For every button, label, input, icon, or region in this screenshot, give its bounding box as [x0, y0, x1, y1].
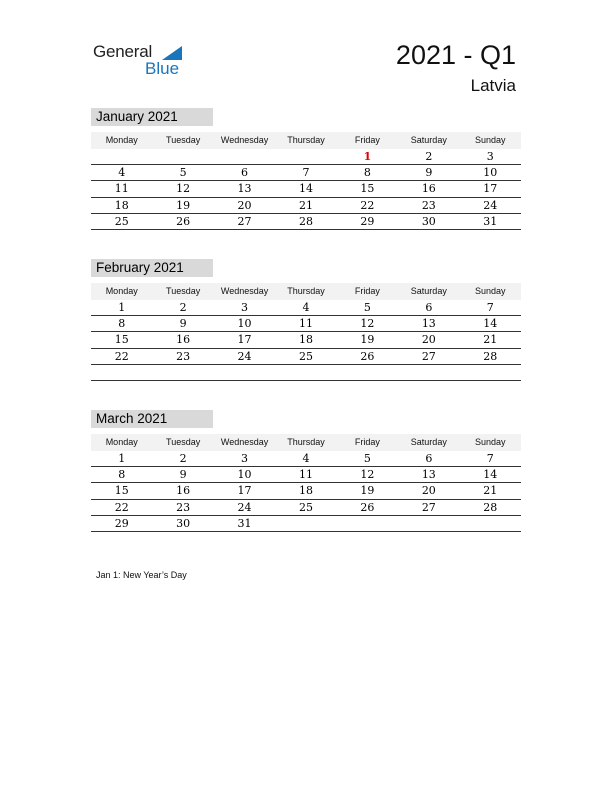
weekday-label: Thursday [287, 437, 325, 447]
day-cell: 20 [421, 333, 436, 347]
logo-text-general: General [93, 42, 153, 61]
week-row [91, 365, 521, 381]
weekday-label: Friday [354, 437, 380, 447]
day-cell: 1 [118, 301, 126, 314]
day-cell: 3 [486, 150, 494, 163]
day-cell: 26 [360, 500, 375, 514]
day-cell: 19 [360, 484, 375, 498]
empty-day-cell [275, 365, 336, 380]
day-cell: 5 [179, 166, 187, 180]
empty-day-cell [275, 149, 336, 164]
week-row [91, 332, 521, 348]
day-cell: 4 [302, 452, 310, 465]
day-cell: 7 [302, 166, 310, 180]
weekday-label: Friday [354, 135, 380, 145]
week-row [91, 483, 521, 499]
weekday-label: Wednesday [220, 135, 269, 145]
week-row [91, 500, 521, 516]
day-cell: 2 [179, 301, 187, 314]
empty-day-cell [460, 365, 521, 380]
day-cell: 13 [421, 317, 436, 331]
empty-day-cell [214, 149, 275, 164]
day-cell: 21 [483, 333, 498, 347]
country-label: Latvia [470, 76, 516, 95]
day-cell: 14 [298, 182, 313, 196]
weekday-label: Tuesday [166, 135, 201, 145]
month-title: March 2021 [91, 410, 213, 428]
empty-day-cell [460, 516, 521, 531]
weekday-label: Sunday [474, 437, 506, 447]
day-cell: 23 [176, 500, 191, 514]
day-cell: 13 [237, 182, 252, 196]
weekday-label: Wednesday [220, 286, 269, 296]
empty-day-cell [152, 149, 213, 164]
day-cell: 11 [298, 468, 313, 482]
day-cell: 21 [298, 198, 313, 212]
empty-day-cell [91, 149, 152, 164]
day-cell: 25 [114, 214, 129, 228]
week-row [91, 149, 521, 165]
page-title: 2021 - Q1 [395, 40, 516, 70]
day-cell: 28 [298, 214, 313, 228]
day-cell: 14 [483, 468, 498, 482]
day-cell: 25 [298, 500, 313, 514]
day-cell: 16 [176, 484, 191, 498]
day-cell: 31 [483, 214, 498, 228]
weekday-label: Monday [105, 286, 138, 296]
day-cell: 18 [298, 333, 313, 347]
weekday-label: Thursday [287, 135, 325, 145]
day-cell: 16 [176, 333, 191, 347]
day-cell: 24 [237, 349, 252, 363]
day-cell: 11 [298, 317, 313, 331]
day-cell: 11 [114, 182, 129, 196]
day-cell: 22 [114, 349, 129, 363]
day-cell: 12 [176, 182, 191, 196]
logo-triangle-icon [162, 46, 182, 60]
day-cell: 4 [118, 166, 126, 180]
day-cell: 10 [237, 317, 252, 331]
day-cell: 19 [176, 198, 191, 212]
week-row [91, 516, 521, 532]
weekday-header-row [91, 434, 521, 451]
day-cell: 5 [363, 452, 371, 465]
day-cell: 10 [237, 468, 252, 482]
weekday-label: Friday [354, 286, 380, 296]
day-cell: 15 [114, 484, 129, 498]
week-row [91, 316, 521, 332]
day-cell: 27 [421, 349, 436, 363]
general-blue-logo [93, 42, 193, 78]
logo-text-blue: Blue [145, 59, 180, 78]
day-cell: 10 [483, 166, 498, 180]
day-cell: 24 [483, 198, 498, 212]
empty-day-cell [214, 365, 275, 380]
month-title: February 2021 [91, 259, 213, 277]
day-cell: 23 [176, 349, 191, 363]
holiday-note: Jan 1: New Year’s Day [96, 570, 187, 580]
week-row [91, 214, 521, 230]
weekday-label: Wednesday [220, 437, 269, 447]
weekday-label: Saturday [410, 286, 447, 296]
day-cell: 17 [237, 484, 252, 498]
week-row [91, 349, 521, 365]
day-cell: 13 [421, 468, 436, 482]
day-cell: 4 [302, 301, 310, 314]
empty-day-cell [337, 516, 398, 531]
empty-day-cell [337, 365, 398, 380]
day-cell: 30 [176, 516, 191, 530]
empty-day-cell [275, 516, 336, 531]
day-cell: 7 [486, 452, 494, 465]
day-cell: 9 [179, 317, 187, 331]
weekday-label: Monday [105, 135, 138, 145]
weekday-label: Saturday [410, 135, 447, 145]
day-cell: 28 [483, 349, 498, 363]
day-cell: 14 [483, 317, 498, 331]
day-cell: 26 [360, 349, 375, 363]
day-cell: 8 [363, 166, 371, 180]
day-cell: 17 [483, 182, 498, 196]
day-cell: 9 [425, 166, 433, 180]
day-cell: 18 [298, 484, 313, 498]
weekday-label: Saturday [410, 437, 447, 447]
day-cell: 30 [421, 214, 436, 228]
day-cell: 31 [237, 516, 252, 530]
empty-day-cell [152, 365, 213, 380]
day-cell: 21 [483, 484, 498, 498]
day-cell: 27 [237, 214, 252, 228]
empty-day-cell [398, 365, 459, 380]
day-cell: 17 [237, 333, 252, 347]
week-row [91, 467, 521, 483]
weekday-label: Sunday [474, 135, 506, 145]
day-cell: 6 [425, 452, 433, 465]
day-cell: 1 [363, 150, 372, 163]
day-cell: 3 [241, 301, 249, 314]
week-row [91, 451, 521, 467]
weekday-label: Monday [105, 437, 138, 447]
day-cell: 1 [118, 452, 126, 465]
weekday-label: Sunday [474, 286, 506, 296]
weekday-label: Tuesday [166, 286, 201, 296]
day-cell: 7 [486, 301, 494, 314]
day-cell: 3 [241, 452, 249, 465]
day-cell: 20 [421, 484, 436, 498]
day-cell: 24 [237, 500, 252, 514]
day-cell: 12 [360, 317, 375, 331]
week-row [91, 300, 521, 316]
day-cell: 20 [237, 198, 252, 212]
month-block-march [91, 410, 521, 532]
day-cell: 2 [425, 150, 433, 163]
day-cell: 8 [118, 317, 126, 331]
week-row [91, 198, 521, 214]
day-cell: 29 [114, 516, 129, 530]
day-cell: 22 [360, 198, 375, 212]
weekday-header-row [91, 283, 521, 300]
day-cell: 23 [421, 198, 436, 212]
weekday-header-row [91, 132, 521, 149]
week-row [91, 181, 521, 197]
weekday-label: Thursday [287, 286, 325, 296]
day-cell: 15 [114, 333, 129, 347]
day-cell: 6 [241, 166, 249, 180]
day-cell: 25 [298, 349, 313, 363]
week-row [91, 165, 521, 181]
day-cell: 9 [179, 468, 187, 482]
day-cell: 12 [360, 468, 375, 482]
day-cell: 19 [360, 333, 375, 347]
day-cell: 27 [421, 500, 436, 514]
day-cell: 28 [483, 500, 498, 514]
day-cell: 5 [363, 301, 371, 314]
day-cell: 15 [360, 182, 375, 196]
day-cell: 2 [179, 452, 187, 465]
day-cell: 22 [114, 500, 129, 514]
day-cell: 29 [360, 214, 375, 228]
month-block-february [91, 259, 521, 381]
day-cell: 16 [421, 182, 436, 196]
empty-day-cell [398, 516, 459, 531]
day-cell: 18 [114, 198, 129, 212]
empty-day-cell [91, 365, 152, 380]
day-cell: 8 [118, 468, 126, 482]
month-title: January 2021 [91, 108, 213, 126]
month-block-january [91, 108, 521, 230]
day-cell: 26 [176, 214, 191, 228]
day-cell: 6 [425, 301, 433, 314]
weekday-label: Tuesday [166, 437, 201, 447]
